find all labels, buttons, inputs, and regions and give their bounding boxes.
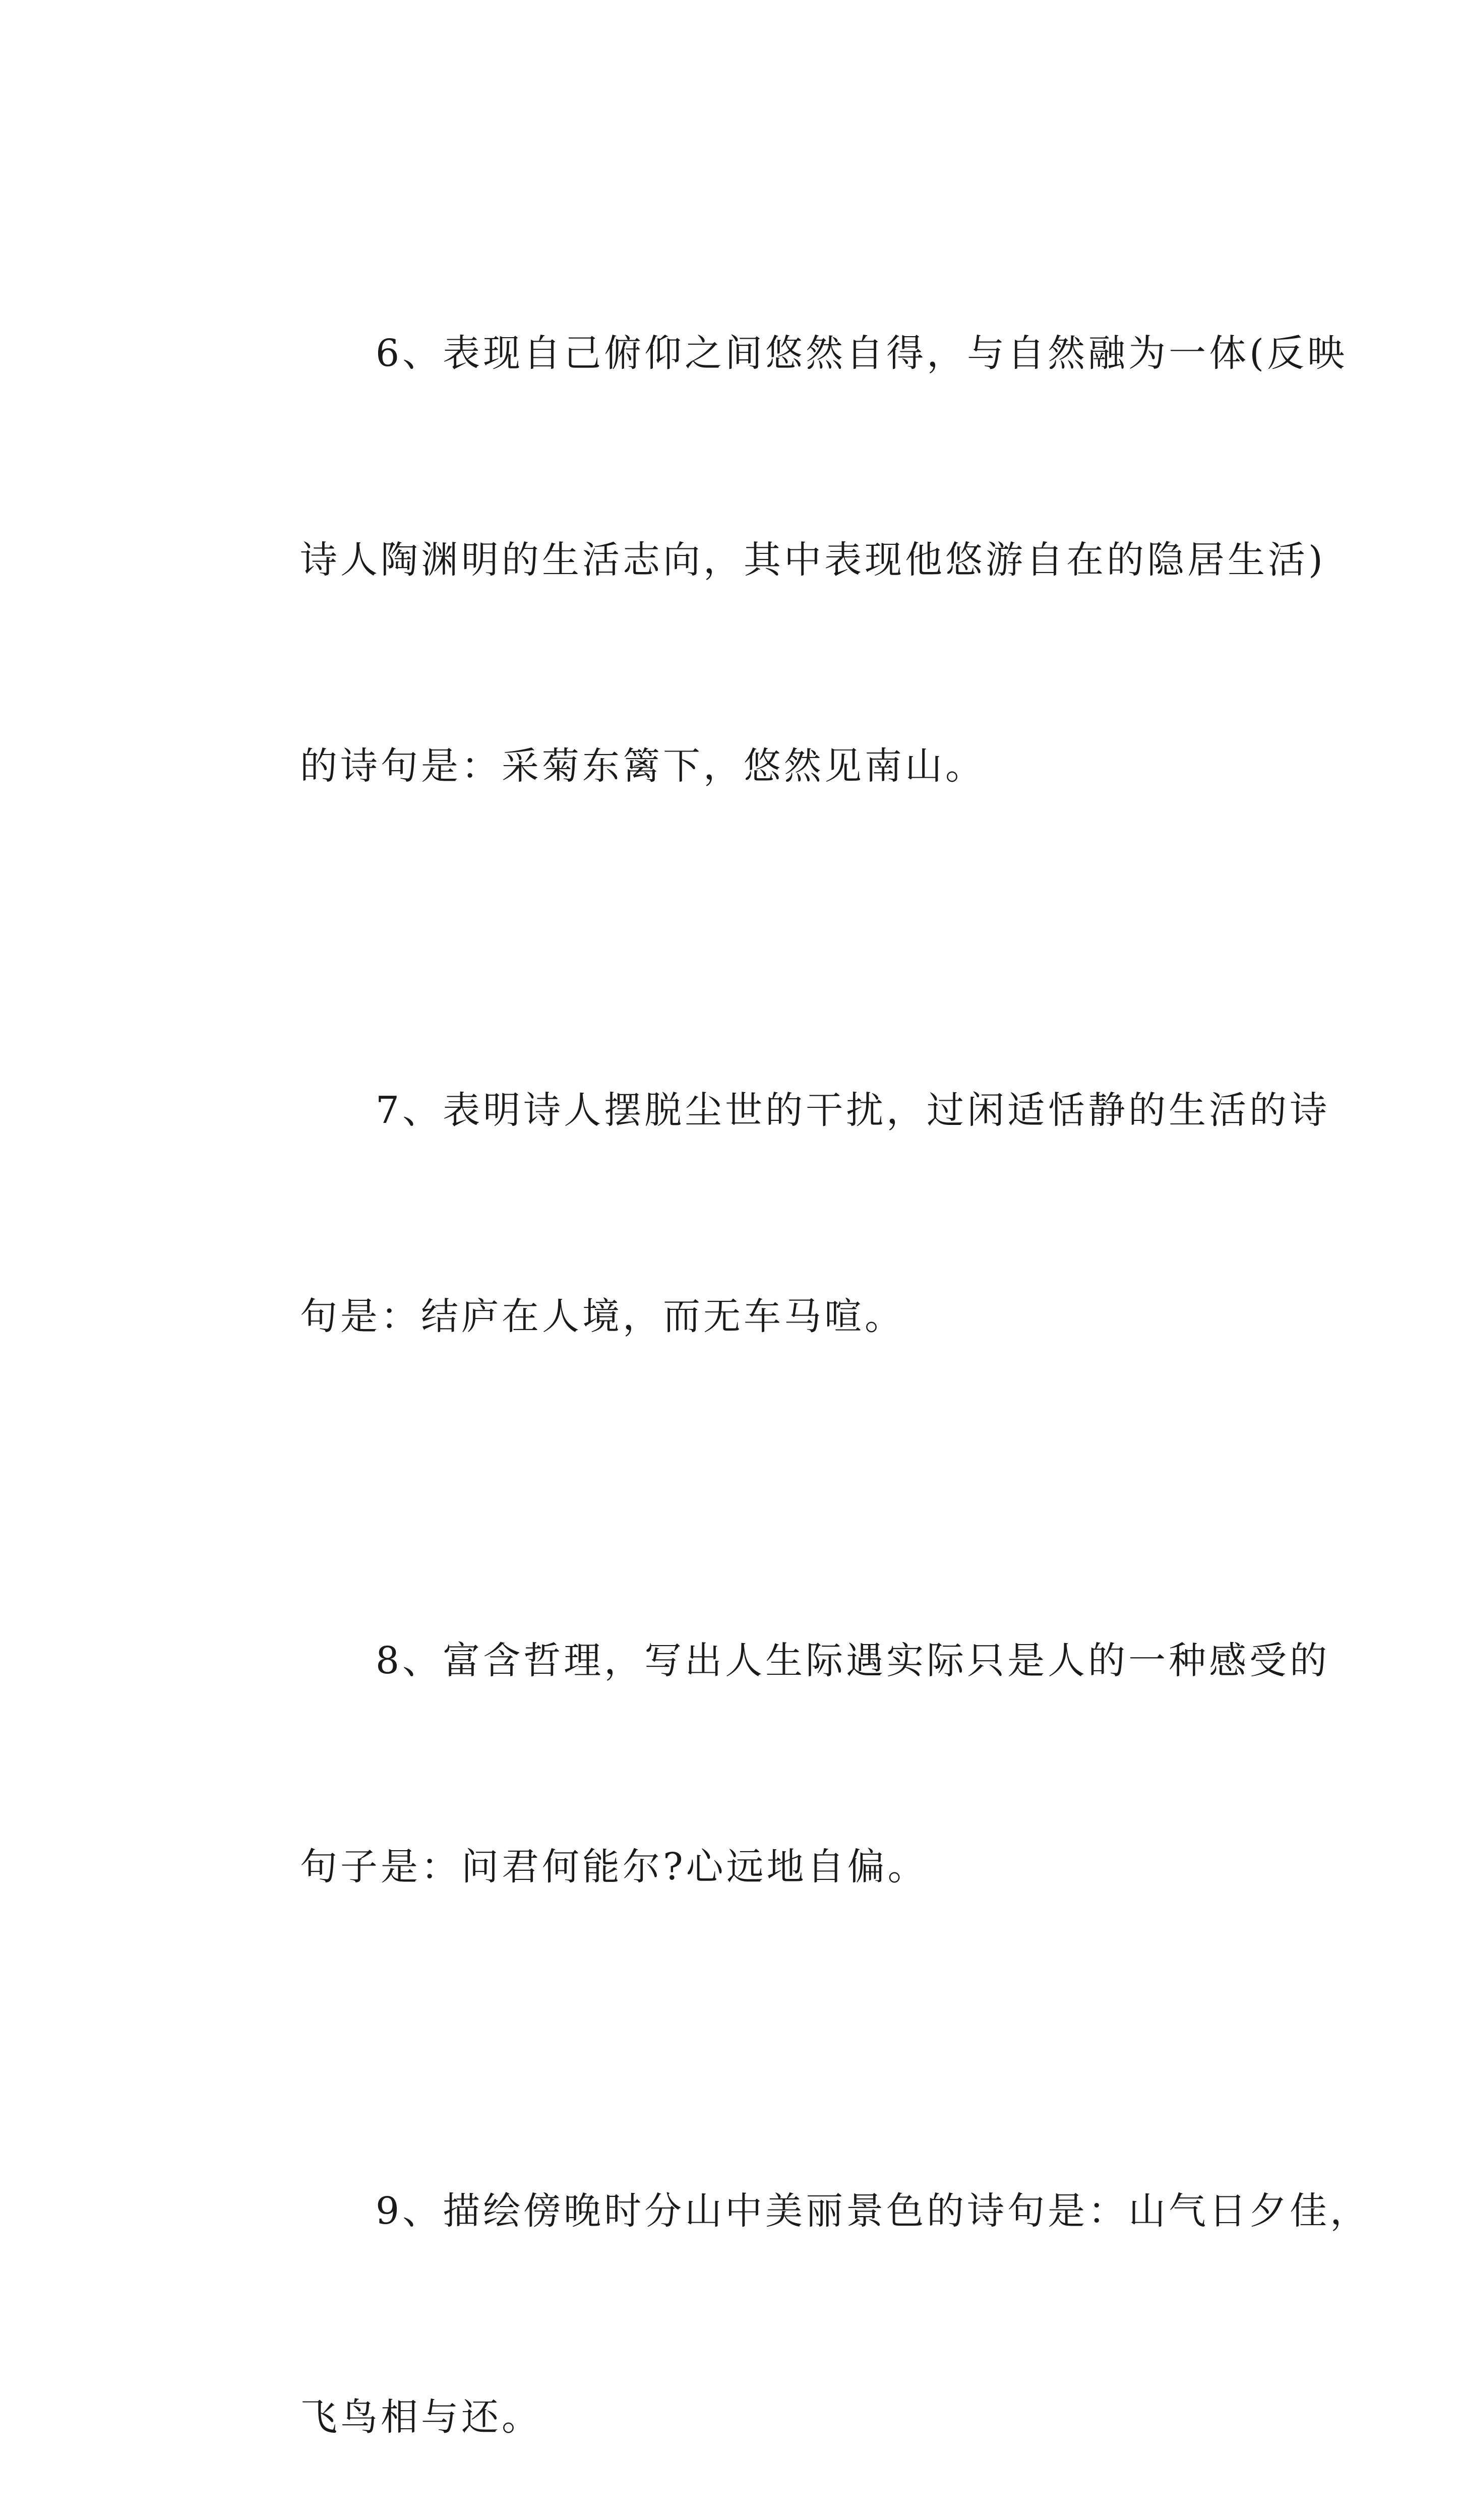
text-line: 的诗句是：采菊东篱下，悠然见南山。 — [224, 732, 1248, 801]
text-line: 飞鸟相与还。 — [224, 2383, 1248, 2452]
text-line: 句是：结庐在人境，而无车马喧。 — [224, 1282, 1248, 1351]
text-line: 9、描绘傍晚时分山中美丽景色的诗句是：山气日夕佳， — [224, 2177, 1248, 2246]
text-line: 句子是：问君何能尔?心远地自偏。 — [224, 1833, 1248, 1902]
list-item-tao-8 — [224, 1489, 1248, 2039]
text-line: 6、表现自己俯仰之间悠然自得，与自然融为一体(反映 — [224, 319, 1248, 388]
document-body — [224, 181, 1248, 2520]
text-line: 8、富含哲理，写出人生际遇实际只是人的一种感受的 — [224, 1626, 1248, 1695]
list-item-tao-9 — [224, 2039, 1248, 2520]
text-line: 7、表明诗人摆脱尘世的干扰，过闲适恬静的生活的诗 — [224, 1076, 1248, 1145]
list-item-tao-7 — [224, 938, 1248, 1489]
list-item-tao-6 — [224, 181, 1248, 938]
text-line: 诗人陶渊明的生活志向，其中表现他悠游自在的隐居生活) — [224, 526, 1248, 595]
